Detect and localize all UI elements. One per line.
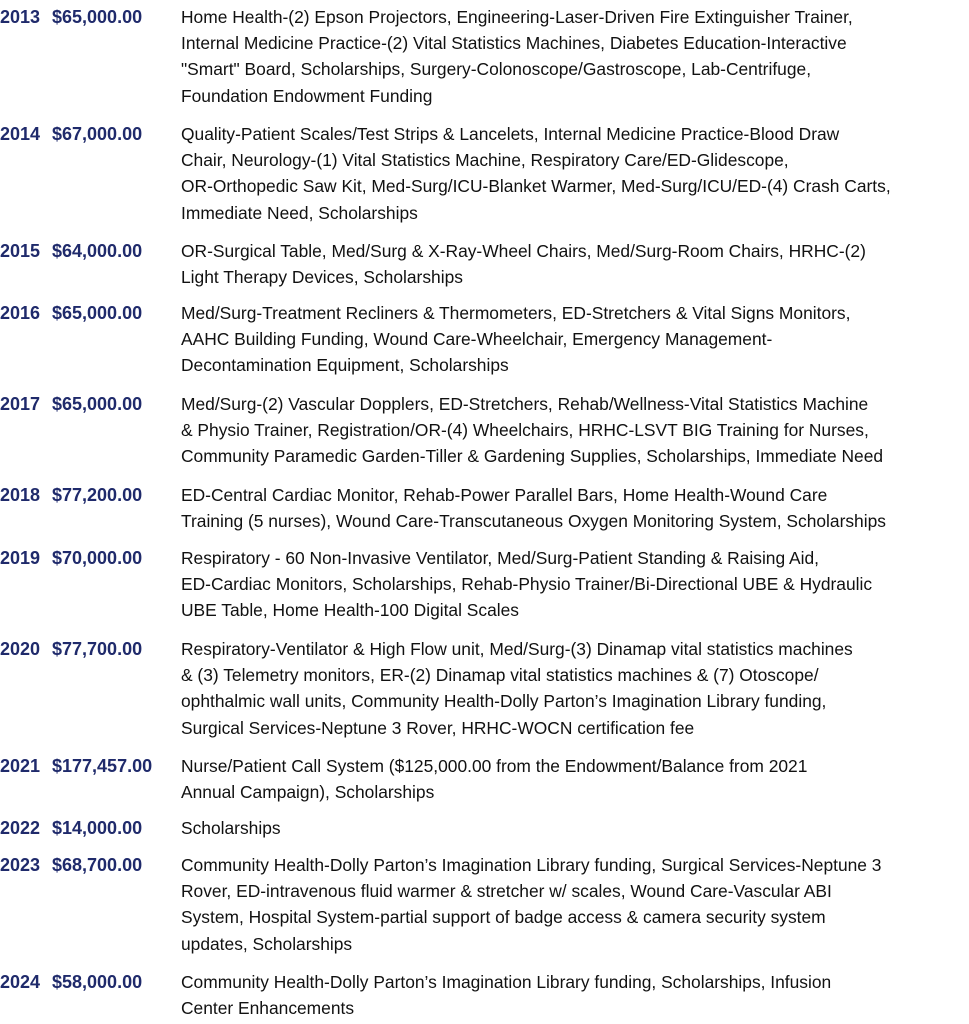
- description-line: OR-Surgical Table, Med/Surg & X-Ray-Wheel Chairs, Med/Surg-Room Chairs, HRHC-(2): [181, 241, 866, 261]
- entry-amount: $77,200.00: [52, 485, 143, 505]
- entry-description: [181, 121, 967, 226]
- description-line: Chair, Neurology-(1) Vital Statistics Machine, Respiratory Care/ED-Glidescope,: [181, 150, 789, 171]
- entry-year: 2021: [0, 756, 41, 776]
- description-line: Scholarships: [181, 818, 281, 838]
- entry-year: 2015: [0, 241, 41, 261]
- description-line: "Smart" Board, Scholarships, Surgery-Colonoscope/Gastroscope, Lab-Centrifuge,: [181, 59, 812, 80]
- entry-description: [181, 4, 967, 109]
- entry-year: 2019: [0, 548, 41, 568]
- entry-year: 2024: [0, 972, 41, 992]
- entry-description: [181, 815, 967, 841]
- entry-year: 2014: [0, 124, 41, 144]
- description-line: Internal Medicine Practice-(2) Vital Statistics Machines, Diabetes Education-Interactive: [181, 33, 847, 54]
- entry-amount: $177,457.00: [52, 756, 153, 776]
- entry-amount: $70,000.00: [52, 548, 143, 568]
- description-line: UBE Table, Home Health-100 Digital Scales: [181, 600, 519, 621]
- description-line: Quality-Patient Scales/Test Strips & Lancelets, Internal Medicine Practice-Blood Draw: [181, 124, 840, 144]
- entry-description: [181, 391, 967, 470]
- description-line: Nurse/Patient Call System ($125,000.00 from the Endowment/Balance from 2021: [181, 756, 808, 776]
- entry-description: [181, 753, 967, 805]
- description-line: System, Hospital System-partial support of badge access & camera security system: [181, 907, 826, 928]
- description-line: Foundation Endowment Funding: [181, 85, 433, 106]
- description-line: & Physio Trainer, Registration/OR-(4) Wheelchairs, HRHC-LSVT BIG Training for Nurses,: [181, 420, 869, 441]
- entry-amount: $58,000.00: [52, 972, 143, 992]
- entry-description: [181, 300, 967, 379]
- entry-year: 2023: [0, 855, 41, 875]
- description-line: Home Health-(2) Epson Projectors, Engineering-Laser-Driven Fire Extinguisher Trainer,: [181, 7, 853, 27]
- description-line: OR-Orthopedic Saw Kit, Med-Surg/ICU-Blanket Warmer, Med-Surg/ICU/ED-(4) Crash Carts,: [181, 176, 891, 197]
- entry-amount: $14,000.00: [52, 818, 143, 838]
- description-line: Decontamination Equipment, Scholarships: [181, 355, 509, 376]
- description-line: Light Therapy Devices, Scholarships: [181, 267, 463, 288]
- description-line: Community Health-Dolly Parton’s Imagination Library funding, Scholarships, Infusion: [181, 972, 832, 992]
- description-line: Respiratory - 60 Non-Invasive Ventilator, Med/Surg-Patient Standing & Raising Aid,: [181, 548, 819, 568]
- description-line: Respiratory-Ventilator & High Flow unit, Med/Surg-(3) Dinamap vital statistics machines: [181, 639, 853, 659]
- description-line: Training (5 nurses), Wound Care-Transcutaneous Oxygen Monitoring System, Scholarships: [181, 511, 886, 532]
- entry-amount: $67,000.00: [52, 124, 143, 144]
- description-line: Community Health-Dolly Parton’s Imagination Library funding, Surgical Services-Neptune 3: [181, 855, 882, 875]
- entry-year: 2022: [0, 818, 41, 838]
- entry-year: 2016: [0, 303, 41, 323]
- description-line: AAHC Building Funding, Wound Care-Wheelchair, Emergency Management-: [181, 329, 773, 350]
- description-line: & (3) Telemetry monitors, ER-(2) Dinamap vital statistics machines & (7) Otoscope/: [181, 665, 819, 686]
- entry-year: 2018: [0, 485, 41, 505]
- description-line: ophthalmic wall units, Community Health-Dolly Parton’s Imagination Library funding,: [181, 691, 827, 712]
- entry-amount: $65,000.00: [52, 303, 143, 323]
- description-line: ED-Cardiac Monitors, Scholarships, Rehab-Physio Trainer/Bi-Directional UBE & Hydraulic: [181, 574, 873, 595]
- entry-year: 2017: [0, 394, 41, 414]
- description-line: updates, Scholarships: [181, 933, 353, 954]
- description-line: Annual Campaign), Scholarships: [181, 782, 435, 803]
- entry-amount: $65,000.00: [52, 394, 143, 414]
- description-line: Center Enhancements: [181, 998, 355, 1019]
- entry-year: 2013: [0, 7, 41, 27]
- entry-description: [181, 969, 967, 1021]
- description-line: Rover, ED-intravenous fluid warmer & stretcher w/ scales, Wound Care-Vascular ABI: [181, 881, 832, 902]
- entry-description: [181, 545, 967, 624]
- entry-amount: $68,700.00: [52, 855, 143, 875]
- entry-amount: $77,700.00: [52, 639, 143, 659]
- entry-amount: $64,000.00: [52, 241, 143, 261]
- description-line: Med/Surg-(2) Vascular Dopplers, ED-Stretchers, Rehab/Wellness-Vital Statistics Machine: [181, 394, 869, 414]
- description-line: Med/Surg-Treatment Recliners & Thermometers, ED-Stretchers & Vital Signs Monitors,: [181, 303, 851, 323]
- description-line: Community Paramedic Garden-Tiller & Gardening Supplies, Scholarships, Immediate Need: [181, 446, 884, 467]
- entry-description: [181, 238, 967, 290]
- entry-description: [181, 482, 967, 534]
- entry-year: 2020: [0, 639, 41, 659]
- entry-description: [181, 852, 967, 957]
- entry-amount: $65,000.00: [52, 7, 143, 27]
- description-line: Immediate Need, Scholarships: [181, 202, 418, 223]
- description-line: Surgical Services-Neptune 3 Rover, HRHC-WOCN certification fee: [181, 717, 695, 738]
- entry-description: [181, 636, 967, 741]
- description-line: ED-Central Cardiac Monitor, Rehab-Power Parallel Bars, Home Health-Wound Care: [181, 485, 828, 505]
